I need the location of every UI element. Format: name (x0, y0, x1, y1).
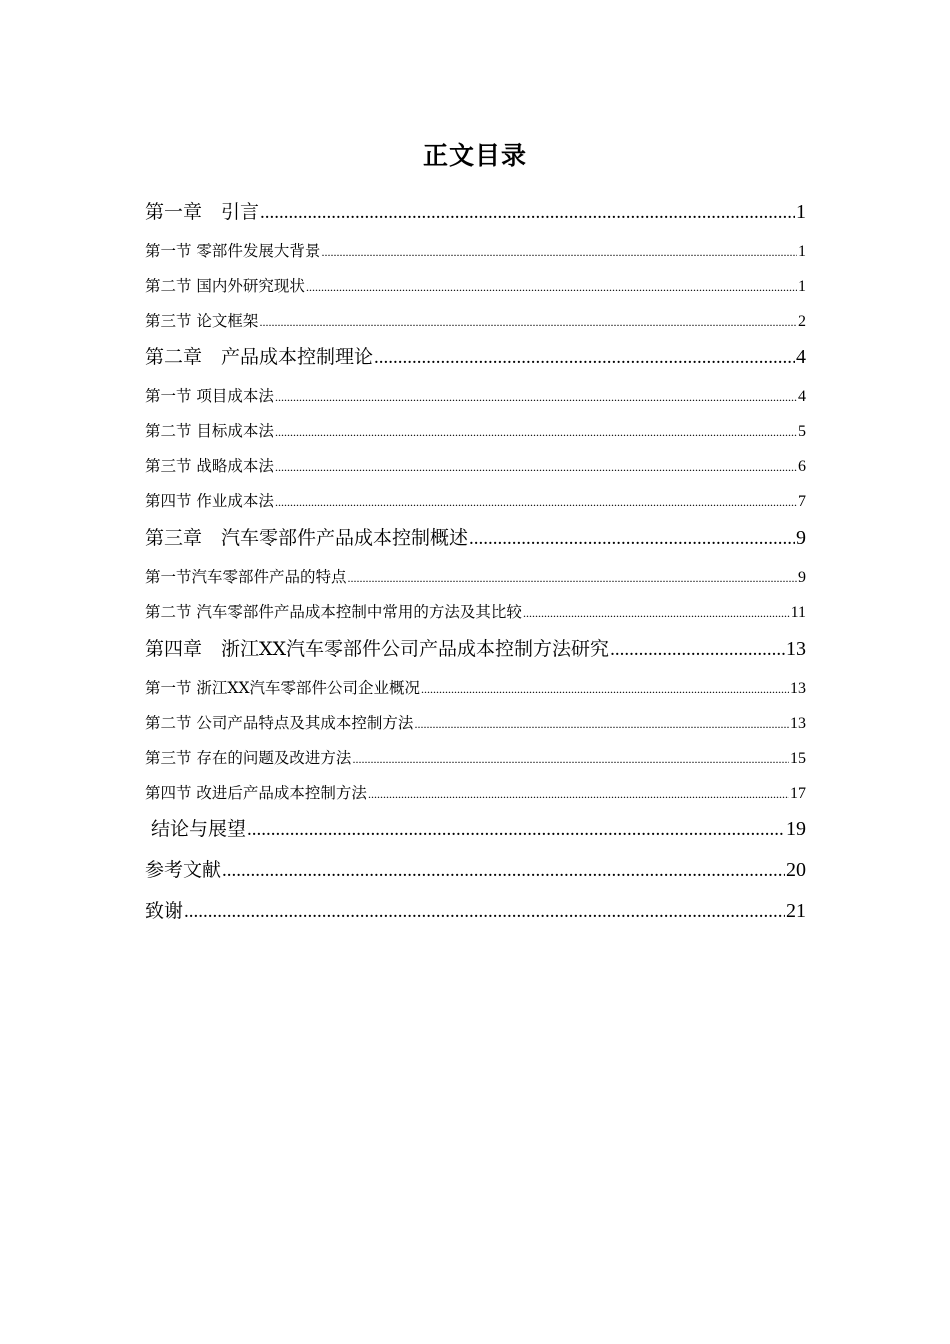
toc-entry-page-number: 4 (798, 388, 806, 405)
toc-entry-page-number: 1 (798, 243, 806, 260)
toc-entry-page-number: 13 (786, 638, 806, 660)
toc-entry-page-number: 13 (790, 680, 806, 697)
dot-leader (368, 787, 789, 802)
toc-entry-section-4-3[interactable] (145, 746, 806, 768)
toc-entry-references[interactable] (145, 855, 806, 882)
toc-entry-label: 第二节 国内外研究现状 (145, 277, 305, 295)
dot-leader (374, 347, 795, 369)
toc-entry-page-number: 19 (786, 818, 806, 840)
dot-leader (247, 819, 785, 841)
toc-entry-label: 结论与展望 (145, 818, 247, 840)
toc-entry-chapter-2[interactable] (145, 342, 806, 369)
dot-leader (275, 460, 797, 475)
dot-leader (414, 717, 789, 732)
dot-leader (222, 860, 785, 882)
toc-entry-label: 第四节 改进后产品成本控制方法 (145, 784, 367, 802)
dot-leader (523, 606, 790, 621)
dot-leader (321, 245, 797, 260)
toc-entry-label: 第四节 作业成本法 (145, 492, 274, 510)
toc-entry-page-number: 1 (798, 278, 806, 295)
toc-entry-page-number: 7 (798, 493, 806, 510)
toc-entry-page-number: 17 (790, 785, 806, 802)
toc-entry-label: 第一节 浙江XX汽车零部件公司企业概况 (145, 679, 420, 697)
toc-entry-section-4-1[interactable] (145, 676, 806, 698)
toc-entry-page-number: 4 (796, 346, 806, 368)
dot-leader (275, 425, 797, 440)
toc-entry-section-4-2[interactable] (145, 711, 806, 733)
toc-entry-label: 第一节 项目成本法 (145, 387, 274, 405)
toc-entry-page-number: 1 (796, 201, 806, 223)
toc-entry-page-number: 9 (798, 569, 806, 586)
toc-entry-section-2-3[interactable] (145, 454, 806, 476)
toc-entry-page-number: 13 (790, 715, 806, 732)
toc-entry-section-2-2[interactable] (145, 419, 806, 441)
toc-entry-label: 第二章 产品成本控制理论 (145, 346, 374, 368)
toc-entry-label: 第三节 存在的问题及改进方法 (145, 749, 352, 767)
toc-entry-acknowledgements[interactable] (145, 896, 806, 923)
toc-entry-label: 第三节 论文框架 (145, 312, 259, 330)
toc-entry-conclusion[interactable] (145, 814, 806, 841)
dot-leader (610, 639, 785, 661)
toc-entry-chapter-1[interactable] (145, 197, 806, 224)
dot-leader (259, 315, 797, 330)
toc-entry-page-number: 2 (798, 313, 806, 330)
dot-leader (306, 280, 797, 295)
toc-entry-section-3-1[interactable] (145, 565, 806, 587)
toc-entry-label: 第一章 引言 (145, 201, 260, 223)
toc-entry-chapter-3[interactable] (145, 523, 806, 550)
toc-entry-label: 第一节汽车零部件产品的特点 (145, 568, 347, 586)
toc-entry-page-number: 20 (786, 859, 806, 881)
dot-leader (421, 682, 789, 697)
toc-entry-page-number: 6 (798, 458, 806, 475)
toc-entry-label: 第二节 目标成本法 (145, 422, 274, 440)
toc-entry-label: 第三章 汽车零部件产品成本控制概述 (145, 527, 469, 549)
toc-entry-page-number: 9 (796, 527, 806, 549)
toc-entry-label: 第二节 公司产品特点及其成本控制方法 (145, 714, 414, 732)
dot-leader (184, 901, 785, 923)
dot-leader (275, 390, 797, 405)
toc-entry-chapter-4[interactable] (145, 634, 806, 661)
page-title: 正文目录 (422, 141, 527, 170)
toc-entry-page-number: 11 (790, 604, 806, 621)
toc-entry-section-4-4[interactable] (145, 781, 806, 803)
dot-leader (352, 752, 789, 767)
dot-leader (348, 571, 797, 586)
toc-entry-section-2-4[interactable] (145, 489, 806, 511)
toc-entry-section-2-1[interactable] (145, 384, 806, 406)
toc-entry-label: 致谢 (145, 900, 184, 922)
toc-entry-label: 第三节 战略成本法 (145, 457, 274, 475)
toc-entry-label: 第一节 零部件发展大背景 (145, 242, 321, 260)
toc-entry-section-1-1[interactable] (145, 239, 806, 261)
toc-entry-page-number: 15 (790, 750, 806, 767)
dot-leader (275, 495, 797, 510)
toc-entry-page-number: 5 (798, 423, 806, 440)
toc-entry-section-1-2[interactable] (145, 274, 806, 296)
dot-leader (469, 528, 795, 550)
toc-entry-label: 第二节 汽车零部件产品成本控制中常用的方法及其比较 (145, 603, 522, 621)
toc-entry-label: 第四章 浙江XX汽车零部件公司产品成本控制方法研究 (145, 638, 610, 660)
toc-entry-section-3-2[interactable] (145, 600, 806, 622)
toc-entry-section-1-3[interactable] (145, 309, 806, 331)
toc-entry-label: 参考文献 (145, 859, 222, 881)
dot-leader (260, 202, 795, 224)
toc-entry-page-number: 21 (786, 900, 806, 922)
